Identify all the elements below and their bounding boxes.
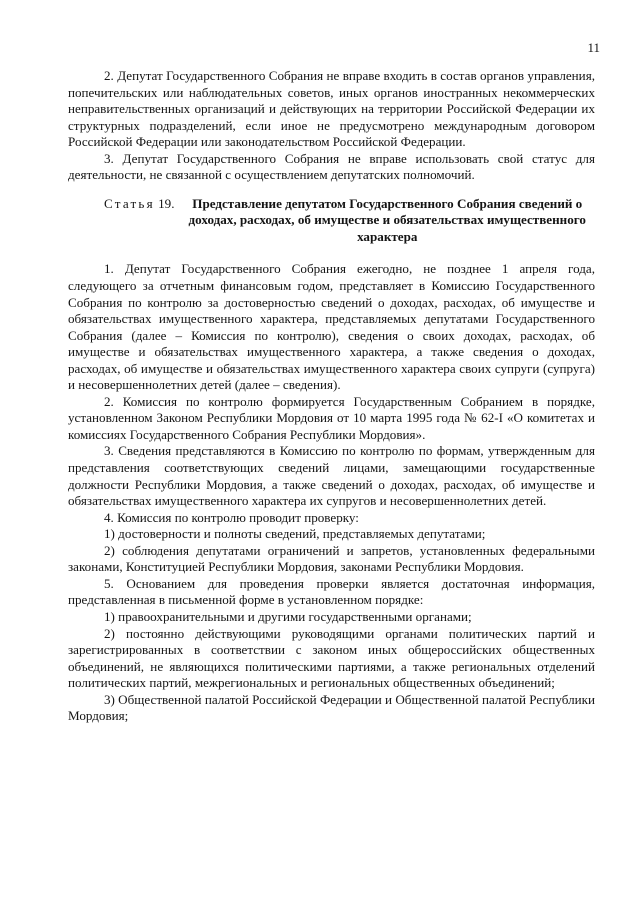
list-item: 2) постоянно действующими руководящими органами политических партий и зарегистрированных в соответствии с законом иных общероссийских общественных объединений, не являющихся политическими партиями, а также региональных отделений политических партий, межрегиональных и региональных общественных объединений; — [68, 625, 595, 691]
list-item: 2) соблюдения депутатами ограничений и запретов, установленных федеральными законами, Конституцией Республики Мордовия, законами Республики Мордовия. — [68, 542, 595, 575]
paragraph: 3. Сведения представляются в Комиссию по контролю по формам, утвержденным для представления соответствующих сведений лицами, замещающими государственные должности Республики Мордовия, а также сведений о доходах, расходах, об имуществе и обязательствах имущественного характера их супругов и несовершеннолетних детей. — [68, 443, 595, 509]
list-item: 3) Общественной палатой Российской Федерации и Общественной палатой Республики Мордовия; — [68, 691, 595, 724]
list-item: 1) правоохранительными и другими государственными органами; — [104, 608, 472, 624]
paragraph: 5. Основанием для проведения проверки является достаточная информация, представленная в письменной форме в установленном порядке: — [68, 575, 595, 608]
article-label — [104, 196, 175, 246]
article-title: Представление депутатом Государственного Собрания сведений о доходах, расходах, об имуществе и обязательствах имущественного характера — [188, 195, 586, 244]
paragraph: 3. Депутат Государственного Собрания не вправе использовать свой статус для деятельности, не связанной с осуществлением депутатских полномочий. — [68, 150, 595, 183]
article-label-number: 19. — [158, 195, 175, 211]
article-heading — [68, 196, 595, 246]
list-item: 1) достоверности и полноты сведений, представляемых депутатами; — [104, 526, 486, 542]
paragraph: 2. Комиссия по контролю формируется Государственным Собранием в порядке, установленном Законом Республики Мордовия от 10 марта 1995 года № 62-I «О комитетах и комиссиях Государственного Собрания Республики Мордовия». — [68, 393, 595, 442]
page-number: 11 — [587, 40, 600, 55]
paragraph: 2. Депутат Государственного Собрания не вправе входить в состав органов управления, попечительских или наблюдательных советов, иных органов иностранных некоммерческих неправительственных организаций и действующих на территории Российской Федерации их структурных подразделений, если иное не предусмотрено международным договором Российской Федерации или законодательством Российской Федерации. — [68, 68, 595, 150]
article-label-word: Статья — [104, 195, 155, 211]
document-body — [68, 68, 595, 725]
paragraph: 4. Комиссия по контролю проводит проверку: — [104, 509, 359, 525]
paragraph: 1. Депутат Государственного Собрания ежегодно, не позднее 1 апреля года, следующего за отчетным финансовым годом, представляет в Комиссию Государственного Собрания по контролю за достоверностью сведений о доходах, расходах, об имуществе и обязательствах имущественного характера, представляемых депутатами Государственного Собрания (далее – Комиссия по контролю), сведения о своих доходах, расходах, об имуществе и обязательствах имущественного характера, а также сведения о доходах, расходах, об имуществе и обязательствах имущественного характера своих супруги (супруга) и несовершеннолетних детей (далее – сведения). — [68, 261, 595, 393]
